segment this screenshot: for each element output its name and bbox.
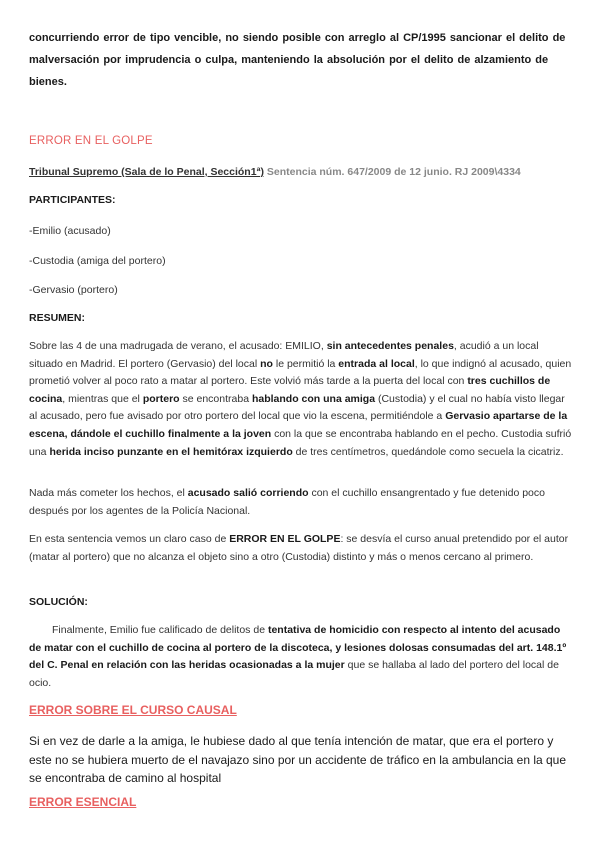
citation-reference: Sentencia núm. 647/2009 de 12 junio. RJ 2009\4334: [266, 166, 521, 178]
text-run: Sobre las 4 de una madrugada de verano, el acusado: EMILIO,: [29, 340, 327, 352]
heading-error-en-el-golpe: ERROR EN EL GOLPE: [29, 135, 153, 147]
text-run: : se desvía el curso anual pretendido por el autor (matar al portero) que no alcanza el objeto sino a otro (Custodia) distinto y más o menos cercano al primero.: [29, 533, 569, 563]
citation: [29, 164, 574, 180]
text-run: , acudió a un local situado en Madrid. El portero (Gervasio) del local: [29, 340, 539, 370]
solucion-label: SOLUCIÓN:: [29, 596, 88, 608]
heading-error-esencial: ERROR ESENCIAL: [29, 795, 137, 809]
bold-text-run: sin antecedentes penales: [326, 340, 454, 352]
participant-item: -Gervasio (portero): [29, 284, 118, 296]
bold-text-run: entrada al local: [338, 357, 415, 370]
resumen-paragraph-3: [29, 531, 574, 566]
bold-text-run: no: [260, 357, 273, 370]
resumen-label: RESUMEN:: [29, 312, 86, 324]
bold-text-run: ERROR EN EL GOLPE: [229, 533, 341, 545]
text-run: con la que se encontraba hablando en el pecho. Custodia sufrió una: [29, 427, 572, 458]
text-run: Finalmente, Emilio fue calificado de delitos de: [52, 624, 268, 636]
text-run: En esta sentencia vemos un claro caso de: [29, 533, 230, 545]
resumen-paragraph-2: [29, 485, 574, 520]
bold-text-run: tentativa de homicidio con respecto al intento del acusado de matar con el cuchillo de cocina al portero de la discoteca, y lesiones dolosas consumadas del art. 148.1º del C. Penal en relación con las heridas ocasionadas a la mujer: [29, 624, 567, 672]
text-run: se encontraba: [179, 392, 252, 405]
causal-paragraph: Si en vez de darle a la amiga, le hubiese dado al que tenía intención de matar, que era el portero y este no se hubiera muerto de el navajazo sino por un accidente de tráfico en la ambulancia en la que se encontraba de camino al hospital: [29, 734, 567, 785]
participants-label: PARTICIPANTES:: [29, 194, 116, 206]
text-run: le permitió la: [272, 357, 339, 370]
bold-text-run: portero: [142, 392, 180, 405]
participant-item: -Custodia (amiga del portero): [29, 255, 166, 267]
text-run: que se hallaba al lado del portero del local de ocio.: [29, 659, 559, 689]
resumen-paragraph-1: [29, 338, 574, 461]
solucion-paragraph: [29, 622, 574, 692]
bold-text-run: hablando con una amiga: [251, 392, 376, 405]
text-run: (Custodia) y el cual no había visto llegar al acusado, pero fue avisado por otro portero del local que vio la escena, permitiéndole a: [29, 392, 565, 423]
citation-court: Tribunal Supremo (Sala de lo Penal, Sección1ª): [29, 166, 264, 178]
bold-text-run: Gervasio apartarse de la escena, dándole el cuchillo finalmente a la joven: [29, 410, 568, 440]
heading-error-curso-causal: ERROR SOBRE EL CURSO CAUSAL: [29, 703, 237, 717]
text-run: , mientras que el: [62, 392, 143, 405]
text-run: Nada más cometer los hechos, el: [29, 487, 188, 499]
bold-text-run: tres cuchillos de cocina: [29, 375, 551, 405]
text-run: de tres centímetros, quedándole como secuela la cicatriz.: [292, 445, 564, 458]
text-run: , lo que indignó al acusado, quien prometió volver al poco rato a matar al portero. Este volvió más tarde a la puerta del local con: [29, 357, 572, 388]
text-run: con el cuchillo ensangrentado y fue detenido poco después por los agentes de la Policía Nacional.: [29, 487, 545, 517]
participant-item: -Emilio (acusado): [29, 225, 111, 237]
bold-text-run: herida inciso punzante en el hemitórax izquierdo: [49, 445, 293, 458]
intro-paragraph: concurriendo error de tipo vencible, no siendo posible con arreglo al CP/1995 sancionar el delito de malversación por imprudencia o culpa, manteniendo la absolución por el delito de alzamiento de bienes.: [29, 32, 566, 88]
bold-text-run: acusado salió corriendo: [187, 487, 309, 499]
